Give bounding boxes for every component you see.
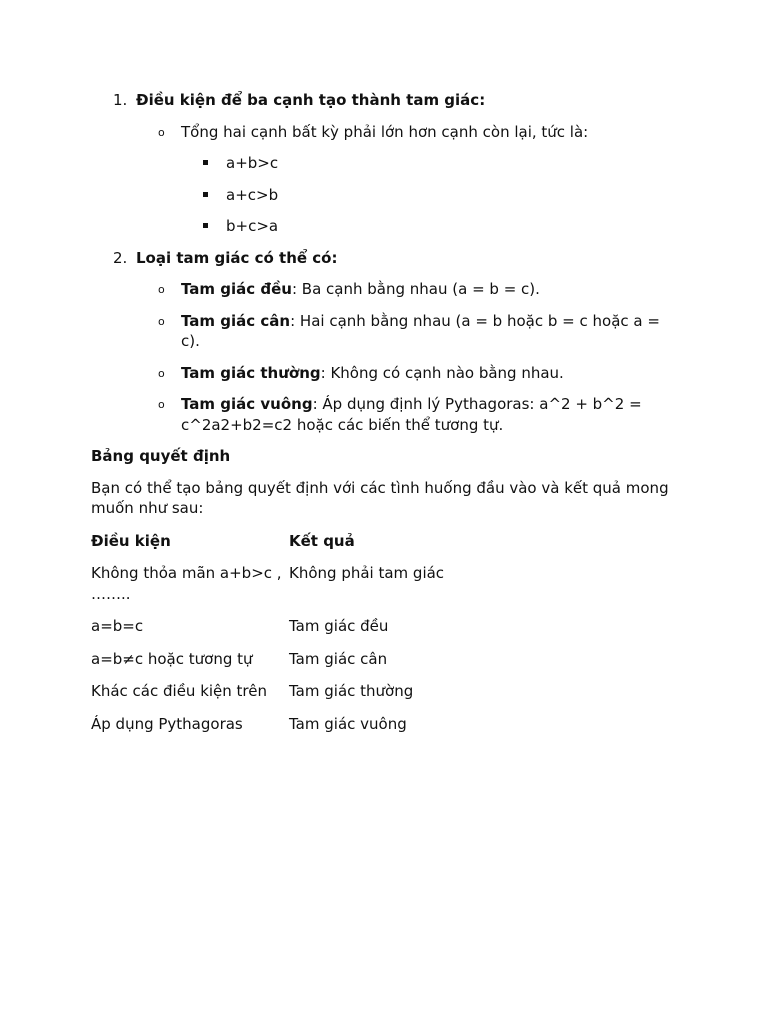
inequality-item: [181, 185, 681, 206]
circle-bullet-icon: o: [158, 366, 165, 380]
table-row: [91, 714, 449, 735]
sub-item-text: Tổng hai cạnh bất kỳ phải lớn hơn cạnh còn lại, tức là:: [181, 122, 589, 141]
term-label: Tam giác đều: [181, 280, 292, 298]
table-cell-condition: Khác các điều kiện trên: [91, 682, 268, 700]
circle-bullet-icon: o: [158, 314, 165, 328]
table-cell-condition: Áp dụng Pythagoras: [91, 714, 243, 733]
section-heading: Bảng quyết định: [91, 447, 231, 465]
sub-list-item-right: [136, 394, 681, 435]
sub-list: [136, 279, 681, 435]
table-header-cell: Điều kiện: [91, 531, 171, 550]
inequality-text: b+c>a: [226, 217, 279, 235]
table-row: [91, 563, 449, 616]
list-item-conditions: [91, 90, 681, 237]
document-page: [91, 90, 681, 734]
sub-list-item-equilateral: [136, 279, 681, 300]
term-label: Tam giác thường: [181, 363, 321, 382]
term-label: Tam giác cân: [181, 311, 291, 330]
circle-bullet-icon: o: [158, 283, 165, 296]
table-cell-result: Tam giác cân: [289, 649, 388, 668]
term-definition: : Hai cạnh bằng nhau (a = b hoặc b = c hoặc a = c).: [181, 311, 660, 350]
inequality-text: a+c>b: [226, 185, 279, 204]
circle-bullet-icon: o: [158, 398, 165, 411]
inequality-list: [181, 153, 681, 237]
circle-bullet-icon: o: [158, 125, 165, 139]
list-item-triangle-types: [91, 248, 681, 436]
inequality-item: [181, 153, 681, 174]
list-number: 1.: [113, 91, 128, 109]
sub-list-item-scalene: [136, 363, 681, 384]
list-title: Loại tam giác có thể có:: [136, 248, 338, 267]
section-intro: Bạn có thể tạo bảng quyết định với các tình huống đầu vào và kết quả mong muốn như sau:: [91, 478, 669, 517]
table-row: [91, 649, 449, 682]
table-cell-result: Tam giác thường: [289, 682, 414, 700]
table-cell-condition: a=b≠c hoặc tương tự: [91, 649, 253, 668]
decision-table: [91, 531, 449, 735]
sub-list-item: [136, 122, 681, 237]
table-cell-condition: a=b=c: [91, 617, 144, 635]
table-cell-result: Tam giác vuông: [289, 714, 407, 733]
term-definition: : Áp dụng định lý Pythagoras: a^2 + b^2 = c^2a2+b2=c2 hoặc các biến thể tương tự.: [181, 395, 642, 434]
sub-list-item-isosceles: [136, 311, 681, 352]
term-label: Tam giác vuông: [181, 395, 313, 413]
sub-list: [136, 122, 681, 237]
square-bullet-icon: [203, 223, 208, 228]
term-definition: : Ba cạnh bằng nhau (a = b = c).: [291, 280, 540, 298]
table-header-cell: Kết quả: [289, 531, 355, 550]
square-bullet-icon: [203, 160, 208, 165]
table-cell-result: Không phải tam giác: [289, 564, 445, 582]
term-definition: : Không có cạnh nào bằng nhau.: [320, 363, 564, 382]
square-bullet-icon: [203, 192, 208, 197]
table-cell-result: Tam giác đều: [289, 617, 389, 635]
table-header-row: [91, 531, 449, 564]
table-row: [91, 681, 449, 714]
table-cell-condition: Không thỏa mãn a+b>c , ……..: [91, 564, 282, 603]
list-title: Điều kiện để ba cạnh tạo thành tam giác:: [136, 91, 486, 109]
list-number: 2.: [113, 248, 128, 267]
inequality-text: a+b>c: [226, 154, 279, 172]
inequality-item: [181, 216, 681, 237]
table-row: [91, 616, 449, 649]
